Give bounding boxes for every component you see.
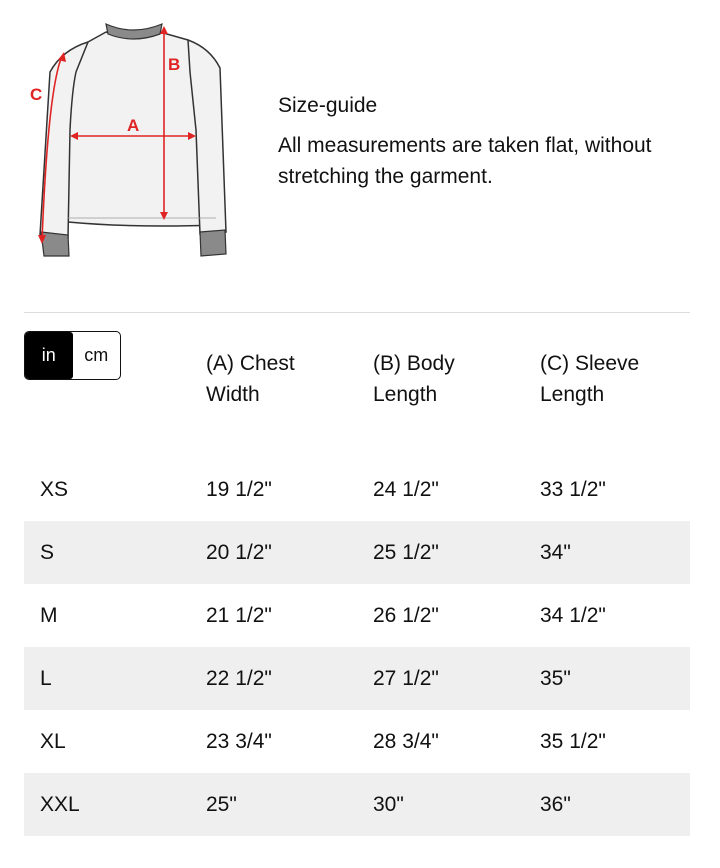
sleeve-cell: 35" bbox=[540, 666, 571, 690]
sleeve-cell: 35 1/2" bbox=[540, 729, 606, 753]
header-body-line2: Length bbox=[373, 383, 438, 406]
sleeve-cell: 36" bbox=[540, 792, 571, 816]
chest-cell: 22 1/2" bbox=[206, 666, 272, 690]
unit-toggle[interactable] bbox=[24, 331, 121, 380]
header-chest-line1: (A) Chest bbox=[206, 352, 295, 375]
right-cuff bbox=[200, 230, 226, 256]
size-guide-title: Size-guide bbox=[278, 94, 378, 117]
label-b: B bbox=[168, 55, 181, 74]
body-cell: 27 1/2" bbox=[373, 666, 439, 690]
header-body-line1: (B) Body bbox=[373, 352, 455, 375]
table-row bbox=[24, 458, 690, 521]
size-guide-intro bbox=[278, 92, 698, 192]
body-cell: 25 1/2" bbox=[373, 540, 439, 564]
sweatshirt-measurement-diagram bbox=[28, 10, 238, 272]
sleeve-cell: 34 1/2" bbox=[540, 603, 606, 627]
size-guide-description: All measurements are taken flat, without stretching the garment. bbox=[278, 134, 652, 188]
body-cell: 30" bbox=[373, 792, 404, 816]
section-divider bbox=[24, 312, 690, 313]
label-c: C bbox=[30, 85, 43, 104]
unit-option-cm[interactable]: cm bbox=[84, 345, 109, 365]
size-cell: L bbox=[40, 666, 52, 690]
chest-cell: 20 1/2" bbox=[206, 540, 272, 564]
table-row bbox=[24, 647, 690, 710]
chest-cell: 25" bbox=[206, 792, 237, 816]
header-sleeve-line1: (C) Sleeve bbox=[540, 352, 640, 375]
chest-cell: 19 1/2" bbox=[206, 477, 272, 501]
chest-cell: 23 3/4" bbox=[206, 729, 272, 753]
chest-cell: 21 1/2" bbox=[206, 603, 272, 627]
unit-option-in[interactable]: in bbox=[25, 332, 73, 379]
sleeve-cell: 34" bbox=[540, 540, 571, 564]
sleeve-cell: 33 1/2" bbox=[540, 477, 606, 501]
table-row bbox=[24, 710, 690, 773]
size-cell: XL bbox=[40, 729, 66, 753]
header-chest-line2: Width bbox=[206, 383, 260, 406]
size-cell: S bbox=[40, 540, 55, 564]
size-cell: XS bbox=[40, 477, 69, 501]
table-row bbox=[24, 584, 690, 647]
header-sleeve-line2: Length bbox=[540, 383, 605, 406]
table-row bbox=[24, 521, 690, 584]
table-row bbox=[24, 773, 690, 836]
size-table bbox=[24, 458, 690, 836]
body-cell: 28 3/4" bbox=[373, 729, 439, 753]
body-cell: 24 1/2" bbox=[373, 477, 439, 501]
size-cell: XXL bbox=[40, 792, 80, 816]
size-cell: M bbox=[40, 603, 58, 627]
header-body-length bbox=[373, 348, 523, 410]
body-cell: 26 1/2" bbox=[373, 603, 439, 627]
header-chest-width bbox=[206, 348, 356, 410]
header-sleeve-length bbox=[540, 348, 690, 410]
label-a: A bbox=[127, 116, 140, 135]
